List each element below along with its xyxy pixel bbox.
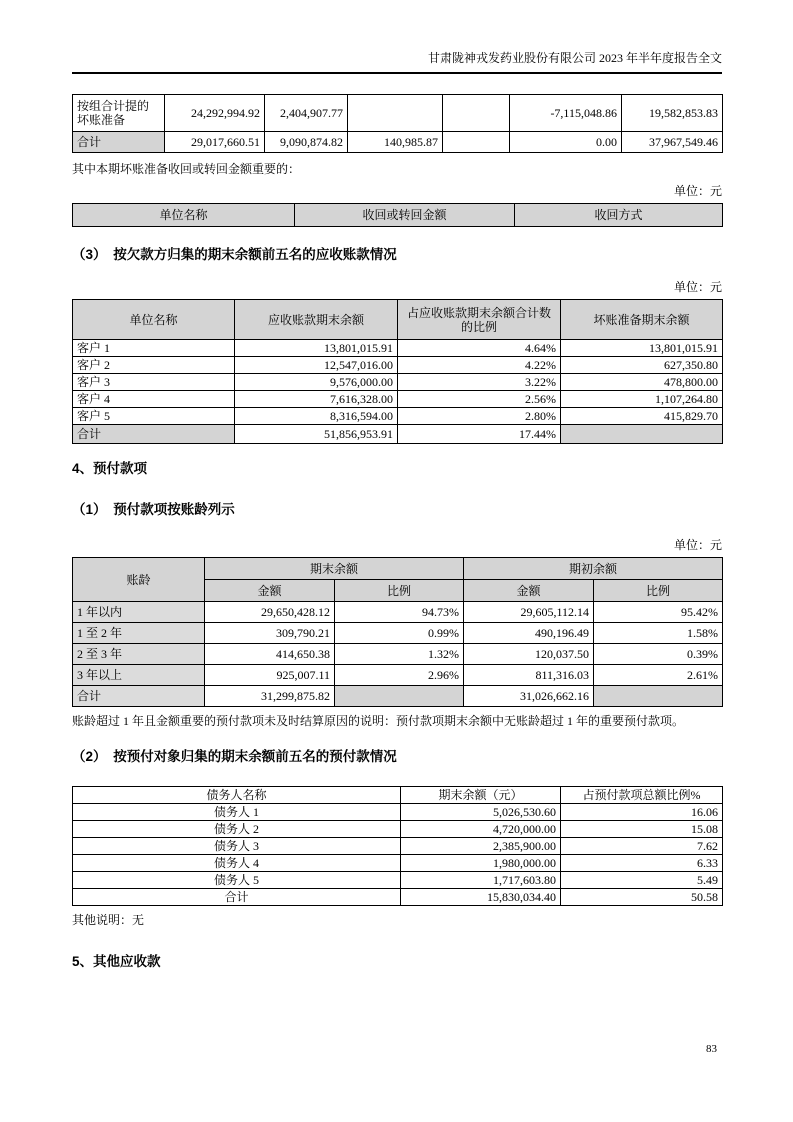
total-label-cell: 合计 <box>73 425 235 444</box>
row-label-cell: 客户 5 <box>73 408 235 425</box>
header-cell: 坏账准备期末余额 <box>561 300 723 340</box>
value-cell: 1,717,603.80 <box>401 872 561 889</box>
total-label-cell: 合计 <box>73 132 165 153</box>
value-cell: 16.06 <box>561 804 723 821</box>
value-cell: 120,037.50 <box>464 644 594 665</box>
value-cell: 15,830,034.40 <box>401 889 561 906</box>
row-label-cell: 客户 2 <box>73 357 235 374</box>
value-cell: 414,650.38 <box>205 644 335 665</box>
row-label-cell: 1 年以内 <box>73 602 205 623</box>
header-cell: 金额 <box>464 580 594 602</box>
prepayment-aging-table <box>72 557 723 707</box>
value-cell: 5,026,530.60 <box>401 804 561 821</box>
header-cell: 期末余额（元） <box>401 787 561 804</box>
value-cell: 811,316.03 <box>464 665 594 686</box>
row-label-cell: 1 至 2 年 <box>73 623 205 644</box>
empty-cell <box>443 132 510 153</box>
value-cell: 627,350.80 <box>561 357 723 374</box>
total-label-cell: 合计 <box>73 686 205 707</box>
value-cell: 5.49 <box>561 872 723 889</box>
header-cell: 单位名称 <box>73 300 235 340</box>
empty-cell <box>561 425 723 444</box>
header-cell: 单位名称 <box>73 204 295 227</box>
value-cell: 6.33 <box>561 855 723 872</box>
value-cell: 0.99% <box>335 623 464 644</box>
header-cell: 期初余额 <box>464 558 723 580</box>
value-cell: 51,856,953.91 <box>235 425 398 444</box>
value-cell: 415,829.70 <box>561 408 723 425</box>
value-cell: 13,801,015.91 <box>235 340 398 357</box>
empty-cell <box>348 95 443 132</box>
other-note: 其他说明：无 <box>72 913 145 927</box>
page-header-title: 甘肃陇神戎发药业股份有限公司 2023 年半年度报告全文 <box>72 0 722 74</box>
value-cell: 13,801,015.91 <box>561 340 723 357</box>
value-cell: 31,299,875.82 <box>205 686 335 707</box>
value-cell: 50.58 <box>561 889 723 906</box>
value-cell: 7,616,328.00 <box>235 391 398 408</box>
value-cell: 0.39% <box>594 644 723 665</box>
section-heading-receivables-top5: （3） 按欠款方归集的期末余额前五名的应收账款情况 <box>72 247 397 262</box>
row-label-cell: 2 至 3 年 <box>73 644 205 665</box>
header-cell: 债务人名称 <box>73 787 401 804</box>
empty-cell <box>443 95 510 132</box>
value-cell: 2.96% <box>335 665 464 686</box>
row-label-cell: 债务人 3 <box>73 838 401 855</box>
value-cell: 925,007.11 <box>205 665 335 686</box>
value-cell: 17.44% <box>398 425 561 444</box>
row-label-cell: 债务人 5 <box>73 872 401 889</box>
value-cell: 4.22% <box>398 357 561 374</box>
value-cell: 29,017,660.51 <box>165 132 265 153</box>
value-cell: 9,576,000.00 <box>235 374 398 391</box>
receivables-top5-table <box>72 299 723 444</box>
header-cell: 比例 <box>594 580 723 602</box>
total-label-cell: 合计 <box>73 889 401 906</box>
header-cell: 金额 <box>205 580 335 602</box>
value-cell: 8,316,594.00 <box>235 408 398 425</box>
value-cell: 4,720,000.00 <box>401 821 561 838</box>
value-cell: 29,605,112.14 <box>464 602 594 623</box>
unit-label: 单位：元 <box>673 280 722 294</box>
section-heading-prepayment-aging: （1） 预付款项按账龄列示 <box>72 502 235 517</box>
bad-debt-provision-table <box>72 94 723 153</box>
value-cell: 19,582,853.83 <box>622 95 723 132</box>
row-label-cell: 债务人 1 <box>73 804 401 821</box>
value-cell: 24,292,994.92 <box>165 95 265 132</box>
header-cell: 收回或转回金额 <box>295 204 515 227</box>
header-cell: 比例 <box>335 580 464 602</box>
section-heading-prepayments-top5: （2） 按预付对象归集的期末余额前五名的预付款情况 <box>72 749 397 764</box>
row-label-cell: 按组合计提的坏账准备 <box>73 95 165 132</box>
row-label-cell: 债务人 4 <box>73 855 401 872</box>
row-label-cell: 客户 4 <box>73 391 235 408</box>
unit-label: 单位：元 <box>673 538 722 552</box>
value-cell: 309,790.21 <box>205 623 335 644</box>
value-cell: 7.62 <box>561 838 723 855</box>
unit-label: 单位：元 <box>673 184 722 198</box>
value-cell: 2,385,900.00 <box>401 838 561 855</box>
prepayments-top5-table <box>72 786 723 906</box>
value-cell: 478,800.00 <box>561 374 723 391</box>
value-cell: 4.64% <box>398 340 561 357</box>
value-cell: 490,196.49 <box>464 623 594 644</box>
recovery-note: 其中本期坏账准备收回或转回金额重要的： <box>72 162 301 176</box>
value-cell: 1.32% <box>335 644 464 665</box>
row-label-cell: 客户 1 <box>73 340 235 357</box>
value-cell: 95.42% <box>594 602 723 623</box>
value-cell: -7,115,048.86 <box>510 95 622 132</box>
value-cell: 1,980,000.00 <box>401 855 561 872</box>
row-label-cell: 债务人 2 <box>73 821 401 838</box>
value-cell: 37,967,549.46 <box>622 132 723 153</box>
value-cell: 12,547,016.00 <box>235 357 398 374</box>
header-cell: 收回方式 <box>515 204 723 227</box>
value-cell: 2.80% <box>398 408 561 425</box>
recovery-table <box>72 203 723 227</box>
empty-cell <box>335 686 464 707</box>
value-cell: 2.56% <box>398 391 561 408</box>
header-cell: 占预付款项总额比例% <box>561 787 723 804</box>
value-cell: 1.58% <box>594 623 723 644</box>
row-label-cell: 客户 3 <box>73 374 235 391</box>
value-cell: 15.08 <box>561 821 723 838</box>
header-cell: 期末余额 <box>205 558 464 580</box>
value-cell: 31,026,662.16 <box>464 686 594 707</box>
value-cell: 94.73% <box>335 602 464 623</box>
value-cell: 0.00 <box>510 132 622 153</box>
aging-note: 账龄超过 1 年且金额重要的预付款项未及时结算原因的说明：预付款项期末余额中无账龄超过 1 年的重要预付款项。 <box>72 714 685 728</box>
value-cell: 29,650,428.12 <box>205 602 335 623</box>
value-cell: 3.22% <box>398 374 561 391</box>
page-number: 83 <box>706 1043 717 1055</box>
row-label-cell: 3 年以上 <box>73 665 205 686</box>
value-cell: 2,404,907.77 <box>265 95 348 132</box>
header-cell: 账龄 <box>73 558 205 602</box>
value-cell: 140,985.87 <box>348 132 443 153</box>
value-cell: 9,090,874.82 <box>265 132 348 153</box>
header-cell: 应收账款期末余额 <box>235 300 398 340</box>
value-cell: 1,107,264.80 <box>561 391 723 408</box>
empty-cell <box>594 686 723 707</box>
section-heading-prepayments: 4、预付款项 <box>72 461 148 476</box>
header-cell: 占应收账款期末余额合计数的比例 <box>398 300 561 340</box>
value-cell: 2.61% <box>594 665 723 686</box>
section-heading-other-receivables: 5、其他应收款 <box>72 954 161 969</box>
